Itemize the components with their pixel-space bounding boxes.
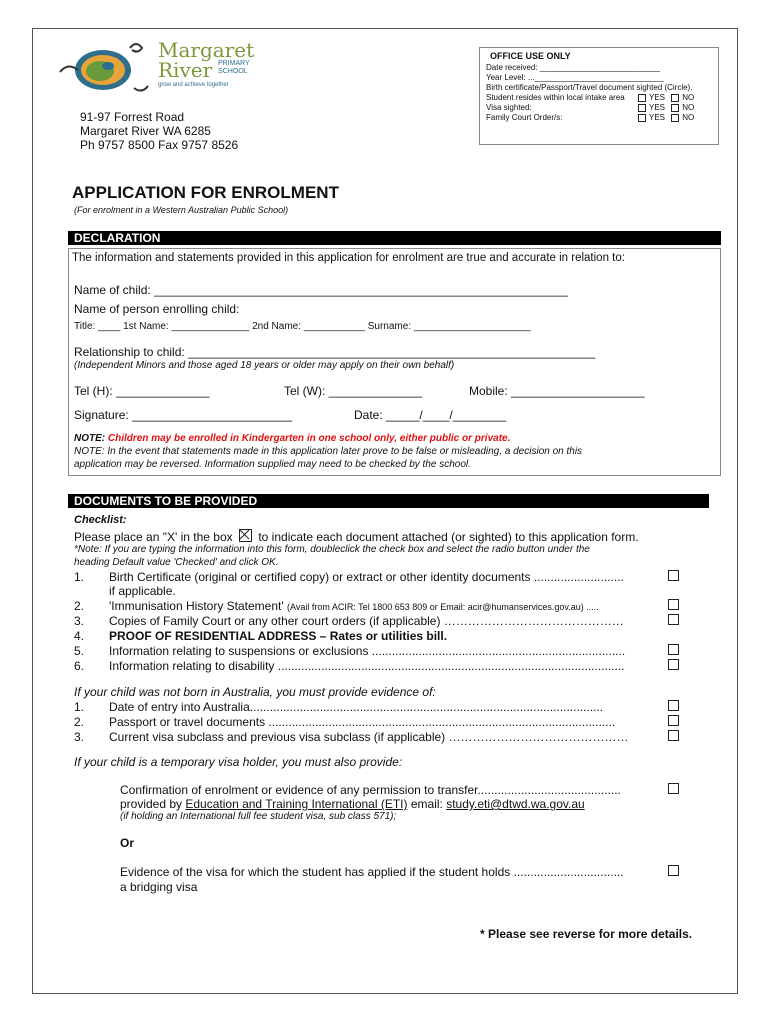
- office-resides-options: [638, 93, 694, 102]
- school-name-school: SCHOOL: [218, 68, 248, 75]
- place-x-pre: Please place an "X' in the box: [74, 530, 233, 544]
- reverse-note: * Please see reverse for more details.: [480, 927, 693, 941]
- yes-label: YES: [649, 93, 666, 102]
- evidence-checkbox[interactable]: [668, 865, 679, 876]
- evidence-line-1: Evidence of the visa for which the student has applied if the student holds .................................: [120, 865, 624, 879]
- item-6-number: 6.: [74, 659, 85, 673]
- signature-field[interactable]: Signature: ________________________: [74, 408, 293, 422]
- independent-note: (Independent Minors and those aged 18 years or older may apply on their own behalf): [74, 360, 455, 371]
- item-1-checkbox[interactable]: [668, 570, 679, 581]
- office-court-row: [486, 113, 712, 122]
- office-date-received: Date received: ___________________________: [486, 63, 660, 72]
- no-label: NO: [682, 113, 695, 122]
- office-visa-label: Visa sighted:: [486, 103, 532, 112]
- item-6-text: Information relating to disability ........................................................................................................: [109, 659, 625, 673]
- address-line-1: 91-97 Forrest Road: [80, 110, 185, 124]
- item-1-text-2: if applicable.: [109, 584, 176, 598]
- item-3-number: 3.: [74, 614, 85, 628]
- page-title: APPLICATION FOR ENROLMENT: [72, 183, 339, 202]
- eti-link[interactable]: Education and Training International (ETI): [185, 797, 408, 811]
- checklist-label: Checklist:: [74, 514, 127, 526]
- yes-label: YES: [649, 113, 666, 122]
- office-court-label: Family Court Order/s:: [486, 113, 563, 122]
- item-5-checkbox[interactable]: [668, 644, 679, 655]
- address-line-2: Margaret River WA 6285: [80, 124, 211, 138]
- item-2-number: 2.: [74, 599, 85, 613]
- tel-home-field[interactable]: Tel (H): ______________: [74, 384, 210, 398]
- confirmation-line-1: Confirmation of enrolment or evidence of any permission to transfer...........................................: [120, 783, 621, 797]
- phone-fax: Ph 9757 8500 Fax 9757 8526: [80, 138, 239, 152]
- born-item-1-number: 1.: [74, 700, 85, 714]
- x-example-icon: [239, 529, 252, 542]
- school-logo: [50, 38, 160, 100]
- court-no-checkbox[interactable]: [671, 114, 679, 122]
- not-born-heading: If your child was not born in Australia, you must provide evidence of:: [74, 685, 436, 699]
- born-item-1-checkbox[interactable]: [668, 700, 679, 711]
- item-2-checkbox[interactable]: [668, 599, 679, 610]
- temporary-visa-heading: If your child is a temporary visa holder, you must also provide:: [74, 755, 403, 769]
- evidence-line-2: a bridging visa: [120, 880, 198, 894]
- item-3-text: Copies of Family Court or any other court orders (if applicable) ………………………………………: [109, 614, 624, 628]
- item-2-label: [109, 599, 599, 613]
- school-tagline: grow and achieve together: [158, 82, 229, 88]
- tel-work-field[interactable]: Tel (W): ______________: [284, 384, 423, 398]
- title-names-field[interactable]: Title: ____ 1st Name: ______________ 2nd Name: ___________ Surname: _____________________: [74, 321, 531, 332]
- confirmation-line-2: [120, 797, 585, 811]
- relationship-field[interactable]: Relationship to child: _____________________________________________________________: [74, 345, 596, 359]
- kindergarten-note: NOTE: Children may be enrolled in Kindergarten in one school only, either public or private.: [74, 433, 511, 444]
- office-birth-cert: Birth certificate/Passport/Travel document sighted (Circle).: [486, 83, 693, 92]
- office-title: OFFICE USE ONLY: [490, 51, 571, 61]
- note-red-text: Children may be enrolled in Kindergarten in one school only, either public or private: [107, 433, 508, 444]
- false-statement-note-2: application may be reversed. Information supplied may need to be checked by the school.: [74, 459, 471, 470]
- item-5-text: Information relating to suspensions or exclusions ............................................................................: [109, 644, 626, 658]
- mobile-field[interactable]: Mobile: ____________________: [469, 384, 645, 398]
- declaration-heading: DECLARATION: [68, 231, 721, 245]
- confirm-pre: provided by: [120, 797, 186, 811]
- page-subtitle: (For enrolment in a Western Australian Public School): [74, 205, 289, 215]
- item-6-checkbox[interactable]: [668, 659, 679, 670]
- born-item-3-checkbox[interactable]: [668, 730, 679, 741]
- born-item-1-text: Date of entry into Australia..........................................................................................................: [109, 700, 604, 714]
- form-page: [32, 28, 738, 994]
- typing-note-2: heading Default value 'Checked' and click OK.: [74, 557, 279, 568]
- office-year-level: Year Level: ..._____________________________: [486, 73, 664, 82]
- or-label: Or: [120, 836, 135, 850]
- school-name-primary: PRIMARY: [218, 60, 250, 67]
- born-item-2-number: 2.: [74, 715, 85, 729]
- office-resides-row: [486, 93, 712, 102]
- item-4-text: PROOF OF RESIDENTIAL ADDRESS – Rates or utilities bill.: [109, 629, 448, 643]
- name-of-child-field[interactable]: Name of child: ______________________________________________________________: [74, 283, 568, 297]
- school-name-margaret: Margaret: [158, 38, 255, 62]
- office-visa-options: [638, 103, 694, 112]
- born-item-3-number: 3.: [74, 730, 85, 744]
- item-2-text: 'Immunisation History Statement': [109, 599, 284, 613]
- name-enrolling-label: Name of person enrolling child:: [74, 302, 240, 316]
- resides-yes-checkbox[interactable]: [638, 94, 646, 102]
- born-item-2-checkbox[interactable]: [668, 715, 679, 726]
- no-label: NO: [682, 93, 695, 102]
- documents-heading: DOCUMENTS TO BE PROVIDED: [68, 494, 709, 508]
- no-label: NO: [682, 103, 695, 112]
- item-5-number: 5.: [74, 644, 85, 658]
- visa-yes-checkbox[interactable]: [638, 104, 646, 112]
- confirm-mid: email:: [407, 797, 447, 811]
- yes-label: YES: [649, 103, 666, 112]
- office-resides-label: Student resides within local intake area: [486, 93, 625, 102]
- item-1-number: 1.: [74, 570, 85, 584]
- typing-note-1: *Note: If you are typing the information into this form, doubleclick the check box and select the radio button under the: [74, 544, 590, 555]
- note-label: NOTE:: [74, 433, 106, 444]
- eti-email-link[interactable]: study.eti@dtwd.wa.gov.au: [446, 797, 585, 811]
- confirmation-checkbox[interactable]: [668, 783, 679, 794]
- court-yes-checkbox[interactable]: [638, 114, 646, 122]
- office-court-options: [638, 113, 694, 122]
- confirmation-note: (if holding an International full fee student visa, sub class 571);: [120, 811, 397, 822]
- born-item-3-text: Current visa subclass and previous visa subclass (if applicable) ………………………………………: [109, 730, 629, 744]
- place-x-post: to indicate each document attached (or sighted) to this application form.: [258, 530, 639, 544]
- item-2-small: (Avail from ACIR: Tel 1800 653 809 or Email: acir@humanservices.gov.au) .....: [287, 602, 599, 612]
- item-3-checkbox[interactable]: [668, 614, 679, 625]
- false-statement-note-1: NOTE: In the event that statements made in this application later prove to be false or misleading, a decision on this: [74, 446, 583, 457]
- school-name-river: River: [158, 58, 213, 82]
- date-field[interactable]: Date: _____/____/________: [354, 408, 507, 422]
- resides-no-checkbox[interactable]: [671, 94, 679, 102]
- born-item-2-text: Passport or travel documents ........................................................................................................: [109, 715, 616, 729]
- item-1-text: Birth Certificate (original or certified copy) or extract or other identity documents ...........................: [109, 570, 624, 584]
- declaration-intro: The information and statements provided in this application for enrolment are true and accurate in relation to:: [72, 252, 625, 264]
- item-4-number: 4.: [74, 629, 85, 643]
- office-visa-row: [486, 103, 712, 112]
- office-use-box: [479, 47, 719, 145]
- visa-no-checkbox[interactable]: [671, 104, 679, 112]
- place-x-instruction: [74, 529, 639, 544]
